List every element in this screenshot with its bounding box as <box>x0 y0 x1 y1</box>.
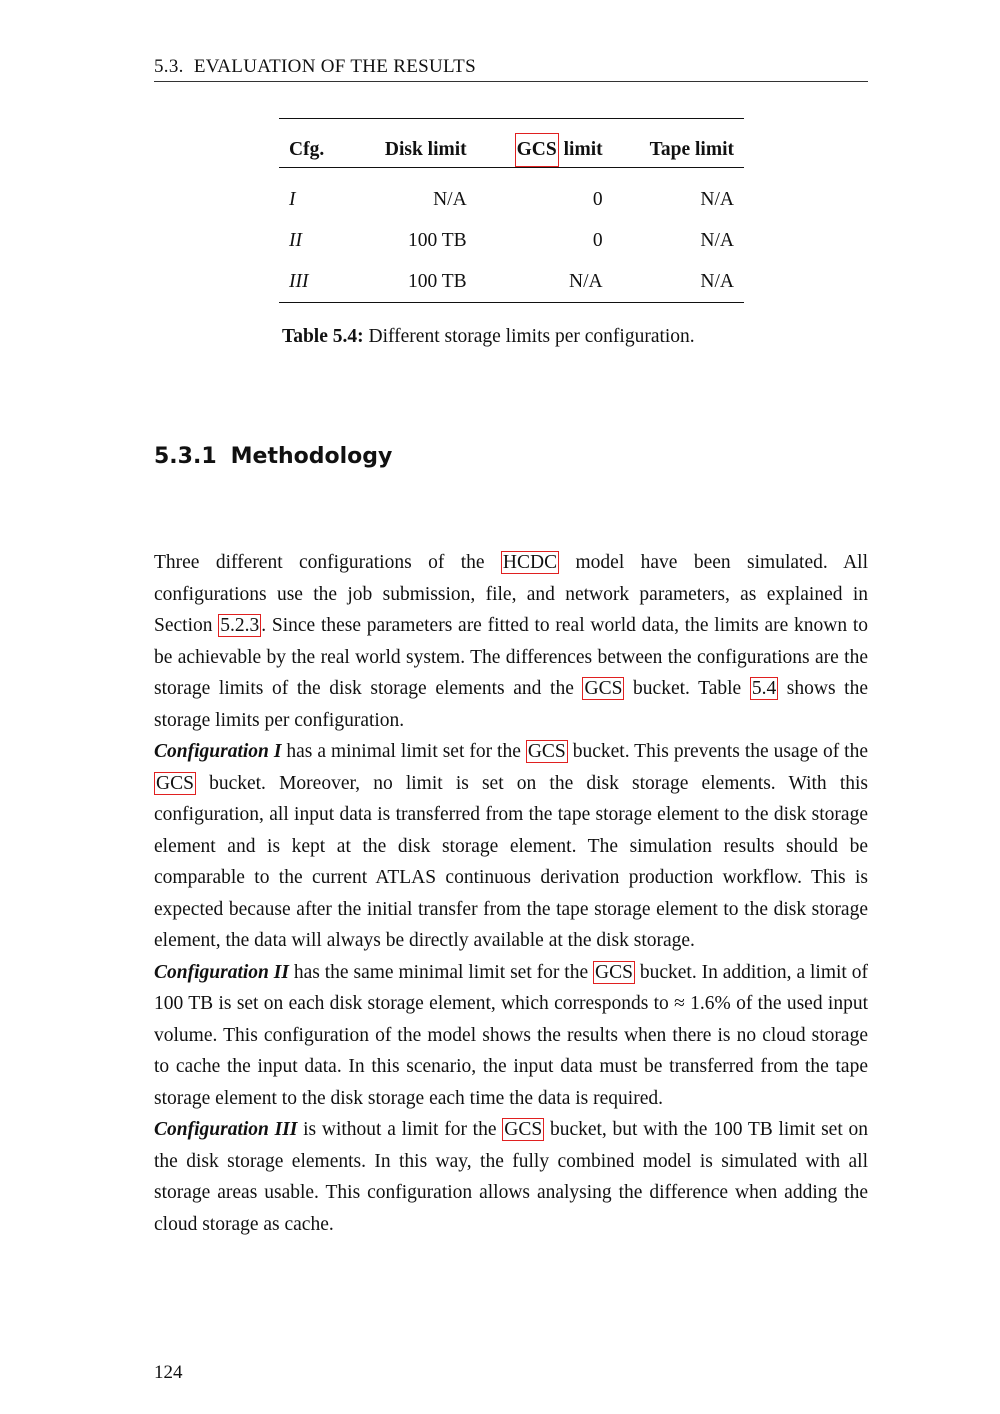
section-ref-link[interactable]: 5.2.3 <box>220 615 260 636</box>
hcdc-glossary-link[interactable]: HCDC <box>502 552 558 573</box>
cell-gcs: N/A <box>569 270 603 292</box>
text-run: bucket. This prevents the usage of the <box>567 741 869 762</box>
table-row <box>279 220 744 261</box>
gcs-glossary-link[interactable]: GCS <box>527 741 566 762</box>
text-run: has the same minimal limit set for the <box>288 961 594 983</box>
col-tape-limit: Tape limit <box>649 139 734 160</box>
table-row <box>279 261 744 303</box>
gcs-glossary-link[interactable]: GCS <box>156 772 194 794</box>
paragraph-config-iii <box>154 1114 868 1240</box>
cell-disk: 100 TB <box>407 229 467 251</box>
col-gcs-limit <box>477 119 613 168</box>
col-gcs-limit-label: limit <box>558 139 603 160</box>
table-header-row <box>279 119 744 168</box>
cell-tape: N/A <box>700 270 734 292</box>
gcs-glossary-link[interactable]: GCS <box>515 133 559 167</box>
paragraph-intro <box>154 547 868 736</box>
gcs-glossary-link[interactable]: GCS <box>595 961 633 983</box>
running-header <box>154 56 868 82</box>
text-run: bucket. Table <box>624 678 750 699</box>
storage-limits-table <box>279 118 744 303</box>
text-run: is without a limit for the <box>297 1119 503 1140</box>
text-run: Three different configurations of the <box>154 552 501 573</box>
cell-tape: N/A <box>700 189 734 210</box>
section-title: Methodology <box>230 444 393 469</box>
cell-cfg: I <box>289 189 296 210</box>
cell-disk: N/A <box>433 189 467 210</box>
cell-cfg: II <box>289 229 302 251</box>
text-run: has a minimal limit set for the <box>281 741 526 762</box>
section-heading <box>154 444 392 469</box>
text-run: model have been simulated. All configurations use the job submission, file, and network parameters, as explained in Section <box>154 552 868 636</box>
config-label: Configuration I <box>154 741 282 762</box>
gcs-glossary-link[interactable]: GCS <box>504 1119 543 1140</box>
table-row <box>279 168 744 221</box>
cell-tape: N/A <box>700 229 734 251</box>
table-ref-link[interactable]: 5.4 <box>751 678 777 699</box>
text-run: bucket. In addition, a limit of 100 TB is set on each disk storage element, which corresponds to ≈ 1.6% of the used input volume. This configuration of the model shows the results when there is no cloud storage to cache the input data. In this scenario, the input data must be transferred from the tape storage element to the disk storage each time the data is required. <box>154 961 868 1109</box>
section-number: 5.3.1 <box>154 444 217 469</box>
body-text <box>154 547 868 1240</box>
caption-label: Table 5.4: <box>282 326 364 347</box>
config-label: Configuration III <box>154 1119 298 1140</box>
cell-gcs: 0 <box>592 189 603 210</box>
text-run: . Since these parameters are fitted to real world data, the limits are known to be achievable by the real world system. The differences between the configurations are the storage limits of the disk storage elements and the <box>154 615 868 699</box>
cell-cfg: III <box>289 270 309 292</box>
table-caption <box>282 326 802 348</box>
page-number: 124 <box>154 1362 183 1383</box>
text-run: shows the storage limits per configuration. <box>154 678 869 731</box>
paragraph-config-ii <box>154 957 868 1115</box>
paragraph-config-i <box>154 736 868 957</box>
header-section-number: 5.3. <box>154 56 184 77</box>
col-disk-limit: Disk limit <box>384 139 467 160</box>
config-label: Configuration II <box>154 961 289 983</box>
text-run: bucket. Moreover, no limit is set on the disk storage elements. With this configuration, all input data is transferred from the tape storage element to the disk storage element and is kept at the disk storage element. The simulation results should be comparable to the current ATLAS continuous derivation production workflow. This is expected because after the initial transfer from the tape storage element to the disk storage element, the data will always be directly available at the disk storage. <box>154 772 868 951</box>
cell-gcs: 0 <box>592 229 603 251</box>
cell-disk: 100 TB <box>407 270 467 292</box>
gcs-glossary-link[interactable]: GCS <box>584 678 623 699</box>
caption-text: Different storage limits per configuration. <box>363 326 695 347</box>
header-section-title: EVALUATION OF THE RESULTS <box>193 56 476 77</box>
text-run: bucket, but with the 100 TB limit set on the disk storage elements. In this way, the fully combined model is simulated with all storage areas usable. This configuration allows analysing the difference when adding the cloud storage as cache. <box>154 1119 868 1235</box>
col-cfg: Cfg. <box>289 139 325 160</box>
